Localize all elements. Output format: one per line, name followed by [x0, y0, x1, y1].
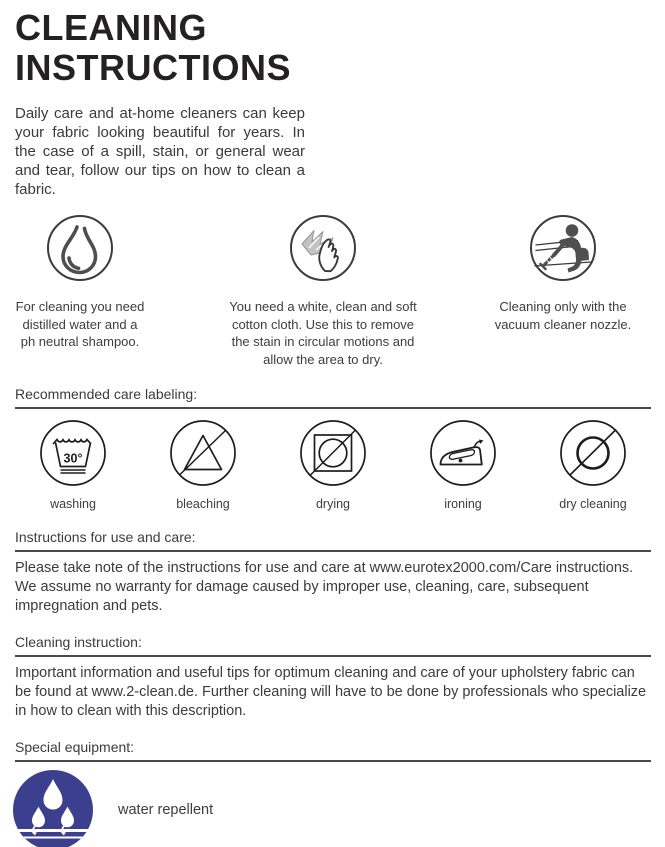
use-care-line2: We assume no warranty for damage caused by improper use, cleaning, care, subsequent impregnation and pets.: [15, 579, 589, 614]
special-equipment-heading: Special equipment:: [15, 739, 135, 755]
page-title: CLEANING INSTRUCTIONS: [15, 7, 291, 88]
vacuum-cleaner-icon: [529, 214, 597, 282]
use-care-heading: Instructions for use and care:: [15, 529, 196, 545]
care-symbol-dry-cleaning: [537, 419, 649, 511]
no-bleaching-icon: [169, 419, 237, 487]
tip-caption: For cleaning you need distilled water and a ph neutral shampoo.: [15, 299, 145, 349]
tip-distilled-water: [15, 214, 145, 368]
water-drop-icon: [46, 214, 114, 282]
tip-caption: You need a white, clean and soft cotton cloth. Use this to remove the stain in circular motions and allow the area to dry.: [229, 299, 417, 367]
no-dry-cleaning-icon: [559, 419, 627, 487]
care-symbol-label: drying: [315, 497, 351, 511]
care-symbol-ironing: [407, 419, 519, 511]
care-symbols-row: [15, 419, 651, 511]
intro-paragraph: Daily care and at-home cleaners can keep your fabric looking beautiful for years. In the case of a spill, stain, or general wear and tear, follow our tips on how to clean a fabric.: [15, 105, 305, 198]
washing-icon: [39, 419, 107, 487]
tip-vacuum-nozzle: [483, 214, 643, 368]
tip-cotton-cloth: [208, 214, 438, 368]
ironing-low-icon: [429, 419, 497, 487]
section-divider: [15, 407, 651, 409]
special-equipment-row: [15, 770, 651, 847]
care-symbol-washing: [17, 419, 129, 511]
care-symbol-bleaching: [147, 419, 259, 511]
care-labeling-heading: Recommended care labeling:: [15, 386, 198, 402]
care-symbol-label: bleaching: [176, 497, 230, 511]
section-divider: [15, 550, 651, 552]
use-care-line1: Please take note of the instructions for use and care at www.eurotex2000.com/Care instructions.: [15, 560, 634, 576]
section-divider: [15, 760, 651, 762]
care-symbol-label: ironing: [444, 497, 482, 511]
care-symbol-drying: [277, 419, 389, 511]
no-tumble-drying-icon: [299, 419, 367, 487]
tip-caption: Cleaning only with the vacuum cleaner nozzle.: [494, 299, 632, 332]
care-symbol-label: dry cleaning: [559, 497, 627, 511]
use-care-text: [15, 559, 651, 616]
cleaning-instruction-text: Important information and useful tips for optimum cleaning and care of your upholstery fabric can be found at www.2-clean.de. Further cleaning will have to be done by professionals who specialize in how to clean with this description.: [15, 665, 647, 719]
care-symbol-label: washing: [50, 497, 96, 511]
section-divider: [15, 655, 651, 657]
cleaning-instruction-heading: Cleaning instruction:: [15, 634, 142, 650]
special-equipment-label: water repellent: [118, 802, 214, 818]
cleaning-tips-row: [15, 214, 651, 368]
washing-temperature: 30°: [63, 451, 83, 466]
water-repellent-icon: [13, 770, 93, 847]
cotton-cloth-icon: [289, 214, 357, 282]
